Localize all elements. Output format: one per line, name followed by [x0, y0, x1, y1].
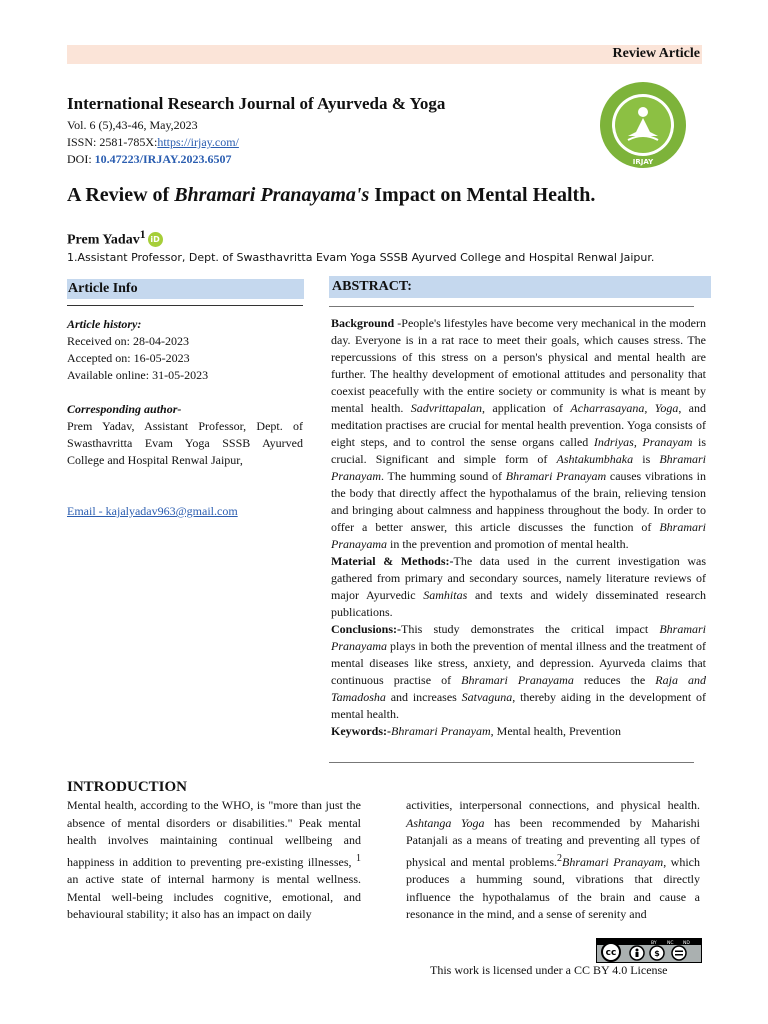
- cc-license-badge[interactable]: [596, 938, 702, 963]
- cc-nd-label: ND: [683, 941, 690, 946]
- abstract-conclusions: Conclusions:-This study demonstrates the critical impact Bhramari Pranayama plays in both the prevention of mental illness and the treatment of mental diseases like stress, anxiety, and depression. Ayurveda claims that continuous practise of Bhramari Pranayama reduces the Raja and Tamadosha and increases Satvaguna, thereby aiding in the development of mental health.: [331, 622, 706, 721]
- corresponding-label: Corresponding author-: [67, 402, 182, 416]
- doi-line: [67, 152, 231, 167]
- cc-nc-label: NC: [667, 941, 674, 946]
- accepted-date: Accepted on: 16-05-2023: [67, 351, 190, 365]
- abstract-heading: ABSTRACT:: [329, 276, 711, 298]
- author-line: [67, 228, 163, 249]
- title-prefix: A Review of: [67, 184, 175, 206]
- intro-column-right: activities, interpersonal connections, and physical health. Ashtanga Yoga has been recommended by Maharishi Patanjali as a means of treating and preventing all types of physical and mental problems.$^2$Bhramari Pranayam, which produces a humming sound, vibrations that directly influence the hypothalamus of the brain and cause a resonance in the mind, and a sense of serenity and: [406, 798, 700, 921]
- journal-url-link[interactable]: https://irjay.com/: [157, 135, 239, 149]
- divider: [329, 306, 694, 307]
- license-text: This work is licensed under a CC BY 4.0 License: [430, 963, 668, 977]
- svg-text:$: $: [654, 949, 660, 958]
- affiliation: 1.Assistant Professor, Dept. of Swasthavritta Evam Yoga SSSB Ayurved College and Hospital Renwal Jaipur.: [67, 251, 655, 264]
- title-suffix: Impact on Mental Health.: [369, 184, 596, 206]
- abstract-background: Background -People's lifestyles have become very mechanical in the modern day. Everyone is in a rat race to meet their goals, which causes stress. The repercussions of this stress on a person's physical and mental health are further. The healthy development of emotional attitudes and personality that coexist peacefully with the entire society or community is what is meant by mental health. Sadvrittapalan, application of Acharrasayana, Yoga, and meditation practises are crucial for mental health prevention. Yoga consists of eight steps, and to control the sense organs called Indriyas, Pranayam is crucial. Significant and simple form of Ashtakumbhaka is Bhramari Pranayam. The humming sound of Bhramari Pranayam causes vibrations in the body that directly affect the hypothalamus of the brain, relieving tension and bringing about calmness and happiness throughout the body. In order to offer a better answer, this article discusses the function of Bhramari Pranayama in the prevention and promotion of mental health.: [331, 316, 707, 551]
- corresponding-text: Prem Yadav, Assistant Professor, Dept. of Swasthavritta Evam Yoga SSSB Ayurved College and Hospital Renwal Jaipur,: [67, 419, 303, 467]
- orcid-icon[interactable]: iD: [148, 232, 163, 247]
- cc-by-label: BY: [651, 941, 657, 946]
- article-info-heading: Article Info: [67, 279, 304, 299]
- author-name: Prem Yadav: [67, 232, 140, 248]
- paper-title: [67, 184, 595, 207]
- available-date: Available online: 31-05-2023: [67, 368, 209, 382]
- doi-link[interactable]: 10.47223/IRJAY.2023.6507: [94, 152, 232, 166]
- journal-title: International Research Journal of Ayurveda & Yoga: [67, 94, 446, 113]
- divider: [329, 762, 694, 763]
- cc-main-label: cc: [605, 948, 617, 958]
- journal-logo: [598, 80, 688, 170]
- abstract-methods: Material & Methods:-The data used in the current investigation was gathered from primary and secondary sources, namely literature reviews of major Ayurvedic Samhitas and texts and widely disseminated research publications.: [331, 554, 707, 619]
- title-italic: Bhramari Pranayama's: [174, 184, 370, 206]
- divider: [67, 305, 303, 306]
- logo-text: IRJAY: [632, 158, 654, 166]
- top-band: [67, 45, 702, 64]
- intro-column-left: Mental health, according to the WHO, is "more than just the absence of mental disorders or disabilities." Peak mental health involves maintaining continual wellbeing and happiness in addition to preventing pre-existing illnesses, $^1$ an active state of internal harmony is mental wellness. Mental well-being includes cognitive, emotional, and behavioural stability; it also has an impact on daily: [67, 798, 361, 921]
- email-link[interactable]: Email - kajalyadav963@gmail.com: [67, 504, 238, 518]
- introduction-heading: INTRODUCTION: [67, 779, 188, 795]
- volume-line: Vol. 6 (5),43-46, May,2023: [67, 118, 198, 132]
- cc-nd-icon: [672, 946, 686, 960]
- issn-label: ISSN: 2581-785X:: [67, 135, 158, 149]
- issn-line: [67, 135, 239, 150]
- author-sup: 1: [139, 228, 146, 241]
- abstract-keywords: Keywords:-Bhramari Pranayam, Mental health, Prevention: [331, 724, 621, 738]
- abstract-body: [331, 315, 706, 740]
- received-date: Received on: 28-04-2023: [67, 334, 189, 348]
- article-type-label: Review Article: [612, 46, 700, 61]
- doi-label: DOI:: [67, 152, 95, 166]
- history-label: Article history:: [67, 317, 142, 331]
